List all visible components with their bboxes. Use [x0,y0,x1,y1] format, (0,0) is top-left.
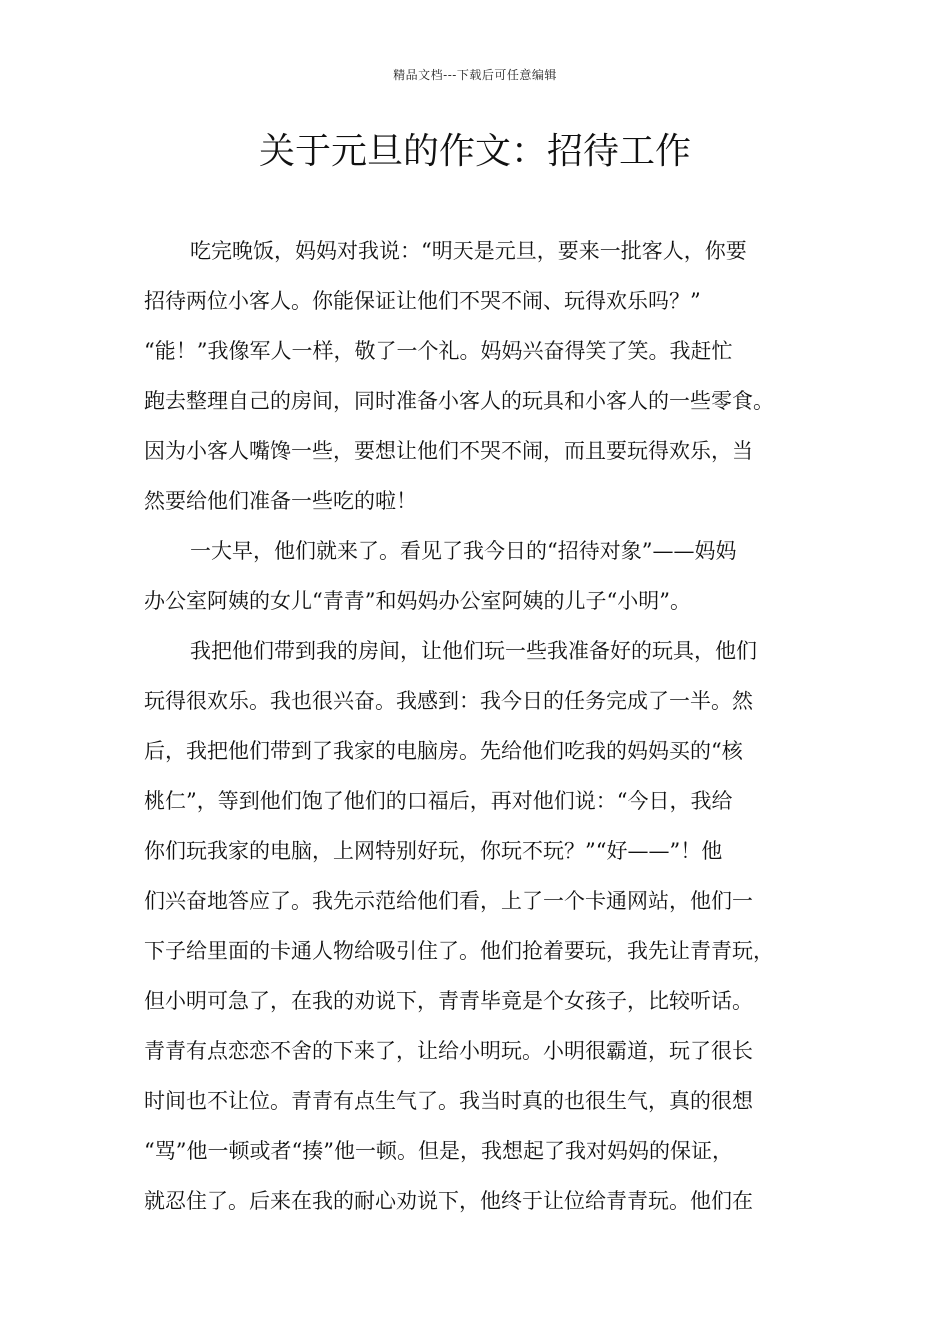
text-line: 们兴奋地答应了。我先示范给他们看，上了一个卡通网站，他们一 [144,889,753,913]
text-line: 办公室阿姨的女儿“青青”和妈妈办公室阿姨的儿子“小明”。 [144,589,691,613]
text-line: 你们玩我家的电脑，上网特别好玩，你玩不玩？”“好——”！他 [144,839,723,863]
text-line: 吃完晚饭，妈妈对我说：“明天是元旦，要来一批客人，你要 [190,239,747,263]
text-line: 然要给他们准备一些吃的啦！ [144,489,417,513]
text-line: 招待两位小客人。你能保证让他们不哭不闹、玩得欢乐吗？” [144,289,701,313]
text-line: 下子给里面的卡通人物给吸引住了。他们抢着要玩，我先让青青玩， [144,939,774,963]
text-line: 因为小客人嘴馋一些，要想让他们不哭不闹，而且要玩得欢乐，当 [144,439,753,463]
text-line: 一大早，他们就来了。看见了我今日的“招待对象”——妈妈 [190,539,737,563]
text-line: 跑去整理自己的房间，同时准备小客人的玩具和小客人的一些零食。 [144,389,774,413]
page-header: 精品文档---下载后可任意编辑 [393,68,557,82]
text-line: 青青有点恋恋不舍的下来了，让给小明玩。小明很霸道，玩了很长 [144,1039,753,1063]
text-line: 我把他们带到我的房间，让他们玩一些我准备好的玩具，他们 [190,639,757,663]
text-line: “骂”他一顿或者“揍”他一顿。但是，我想起了我对妈妈的保证， [144,1139,733,1163]
text-line: 后，我把他们带到了我家的电脑房。先给他们吃我的妈妈买的“核 [144,739,743,763]
document-title: 关于元旦的作文：招待工作 [258,131,691,172]
text-line: 玩得很欢乐。我也很兴奋。我感到：我今日的任务完成了一半。然 [144,689,753,713]
text-line: 时间也不让位。青青有点生气了。我当时真的也很生气，真的很想 [144,1089,753,1113]
text-line: 但小明可急了，在我的劝说下，青青毕竟是个女孩子，比较听话。 [144,989,753,1013]
text-line: 就忍住了。后来在我的耐心劝说下，他终于让位给青青玩。他们在 [144,1189,753,1213]
document-body [144,226,824,1226]
text-line: 桃仁”，等到他们饱了他们的口福后，再对他们说：“今日，我给 [144,789,733,813]
text-line: “能！”我像军人一样，敬了一个礼。妈妈兴奋得笑了笑。我赶忙 [144,339,733,363]
